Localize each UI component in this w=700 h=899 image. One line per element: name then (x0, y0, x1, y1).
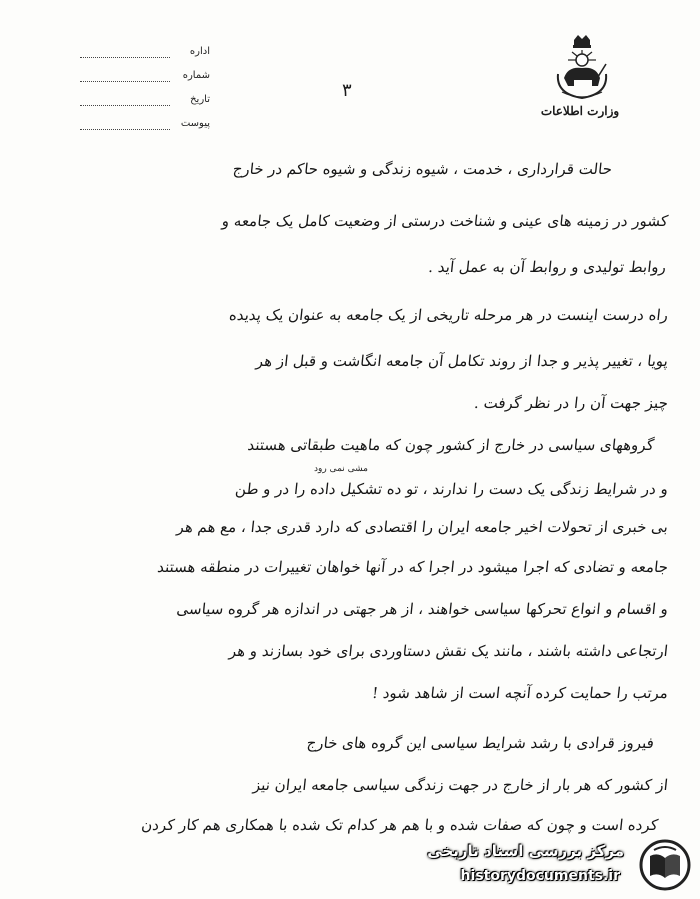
form-field-dotted-line (80, 105, 170, 106)
body-line: روابط تولیدی و روابط آن به عمل آید . (427, 258, 667, 276)
watermark-title: مرکز بررسی اسناد تاریخی (427, 842, 624, 860)
body-line: پویا ، تغییر پذیر و جدا از روند تکامل آن جامعه انگاشت و قبل از هر (255, 352, 669, 370)
open-book-logo-icon (638, 838, 692, 892)
form-field-label: اداره (189, 46, 210, 57)
page-number: ۳ (342, 80, 352, 101)
form-field (80, 44, 210, 68)
body-line: از کشور که هر بار از خارج در جهت زندگی سیاسی جامعه ایران نیز (252, 776, 669, 794)
watermark (410, 834, 700, 896)
body-line: حالت قرارداری ، خدمت ، شیوه زندگی و شیوه حاکم در خارج (231, 160, 613, 178)
form-field-dotted-line (80, 129, 170, 130)
body-line: گروههای سیاسی در خارج از کشور چون که ماهیت طبقاتی هستند (246, 436, 655, 454)
form-field-label: تاریخ (190, 94, 210, 105)
body-line: مرتب را حمایت کرده آنچه است از شاهد شود ! (371, 684, 669, 702)
body-line: بی خبری از تحولات اخیر جامعه ایران را اقتصادی که دارد قدری جدا ، مع هم هر (175, 518, 669, 536)
body-line: جامعه و تضادی که اجرا میشود در اجرا که در آنها خواهان تغییرات در منطقه هستند (156, 558, 669, 576)
body-line: کشور در زمینه های عینی و شناخت درستی از وضعیت کامل یک جامعه و (221, 212, 669, 230)
form-field-label: پیوست (180, 118, 210, 129)
interlinear-insert: مشی نمی رود (314, 464, 368, 474)
ministry-title: وزارت اطلاعات (540, 104, 620, 118)
form-field-dotted-line (80, 57, 170, 58)
body-line: راه درست اینست در هر مرحله تاریخی از یک جامعه به عنوان یک پدیده (228, 306, 669, 324)
body-line: ارتجاعی داشته باشند ، مانند یک نقش دستاوردی برای خود بسازند و هر (228, 642, 669, 660)
body-line: و اقسام و انواع تحرکها سیاسی خواهند ، از هر جهتی در اندازه هر گروه سیاسی (175, 600, 669, 618)
body-line: فیروز قرادی با رشد شرایط سیاسی این گروه های خارج (305, 734, 655, 752)
body-line: چیز جهت آن را در نظر گرفت . (473, 394, 669, 412)
form-field (80, 92, 210, 116)
form-field-dotted-line (80, 81, 170, 82)
form-field (80, 68, 210, 92)
form-fields (80, 44, 210, 140)
form-field-label: شماره (182, 70, 210, 81)
form-field (80, 116, 210, 140)
lion-and-sun-emblem-icon (552, 34, 612, 102)
watermark-url: historydocuments.ir (460, 868, 620, 884)
body-line: و در شرایط زندگی یک دست را ندارند ، تو ده تشکیل داده را در و طن (234, 480, 669, 498)
body-line: کرده است و چون که صفات شده و با هم هر کدام تک شده با همکاری هم کار کردن (140, 816, 659, 834)
